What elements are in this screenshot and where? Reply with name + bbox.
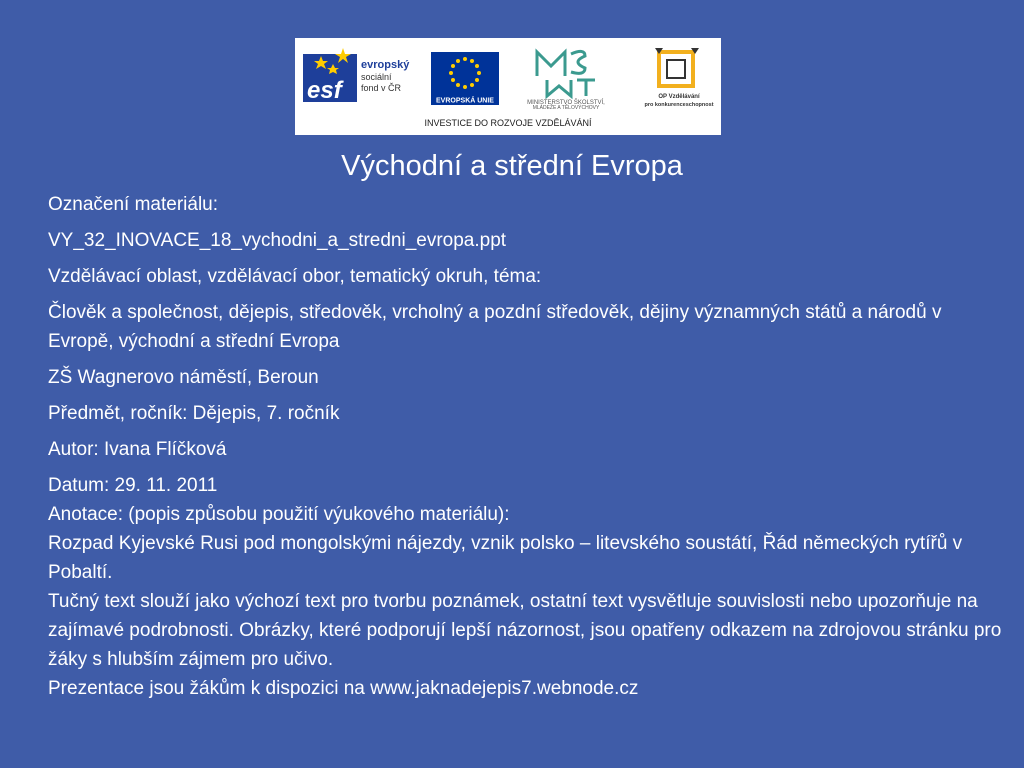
eu-flag-icon	[429, 50, 501, 106]
esf-logo-icon	[303, 48, 423, 108]
svg-text:sociální: sociální	[361, 72, 392, 82]
material-label: Označení materiálu:	[48, 194, 219, 215]
logo-row	[295, 38, 721, 116]
svg-text:fond v ČR: fond v ČR	[361, 83, 402, 93]
author: Autor: Ivana Flíčková	[48, 439, 227, 460]
presentation-text: Prezentace jsou žákům k dispozici na www.jaknadejepis7.webnode.cz	[48, 678, 639, 699]
svg-text:evropský: evropský	[361, 59, 410, 71]
svg-text:OP Vzdělávání: OP Vzdělávání	[658, 94, 700, 100]
education-area-label: Vzdělávací oblast, vzdělávací obor, tematický okruh, téma:	[48, 266, 542, 287]
annotation-label: Anotace: (popis způsobu použití výukového materiálu):	[48, 504, 510, 525]
subject-grade: Předmět, ročník: Dějepis, 7. ročník	[48, 403, 340, 424]
date: Datum: 29. 11. 2011	[48, 475, 218, 496]
svg-text:MINISTERSTVO ŠKOLSTVÍ,: MINISTERSTVO ŠKOLSTVÍ,	[527, 100, 605, 106]
notes-text: Tučný text slouží jako výchozí text pro tvorbu poznámek, ostatní text vysvětluje souvislosti nebo upozorňuje na zajímavé podrobnosti. Obrázky, které podporují lepší názornost, jsou opatřeny odkazem na zdrojovou stránku pro žáky s hlubším zájmem pro učivo.	[48, 591, 1002, 670]
education-area-value: Člověk a společnost, dějepis, středověk, vrcholný a pozdní středověk, dějiny významných států a národů v Evropě, východní a střední Evropa	[48, 302, 942, 352]
msmt-logo-icon	[507, 46, 625, 110]
annotation-text: Rozpad Kyjevské Rusi pod mongolskými nájezdy, vznik polsko – litevského soustátí, Řád německých rytířů v Pobaltí.	[48, 533, 963, 583]
svg-text:EVROPSKÁ UNIE: EVROPSKÁ UNIE	[436, 97, 494, 105]
banner-caption: INVESTICE DO ROZVOJE VZDĚLÁVÁNÍ	[424, 118, 592, 128]
svg-text:MLÁDEŽE A TĚLOVÝCHOVY: MLÁDEŽE A TĚLOVÝCHOVY	[532, 105, 600, 110]
svg-text:pro konkurenceschopnost: pro konkurenceschopnost	[644, 102, 714, 108]
school-name: ZŠ Wagnerovo náměstí, Beroun	[48, 367, 319, 388]
page-title: Východní a střední Evropa	[341, 150, 683, 182]
op-vk-logo-icon	[641, 46, 717, 110]
material-filename: VY_32_INOVACE_18_vychodni_a_stredni_evropa.ppt	[48, 230, 507, 251]
slide-body	[48, 190, 1008, 703]
logo-banner	[295, 38, 721, 135]
svg-text:esf: esf	[307, 77, 342, 104]
